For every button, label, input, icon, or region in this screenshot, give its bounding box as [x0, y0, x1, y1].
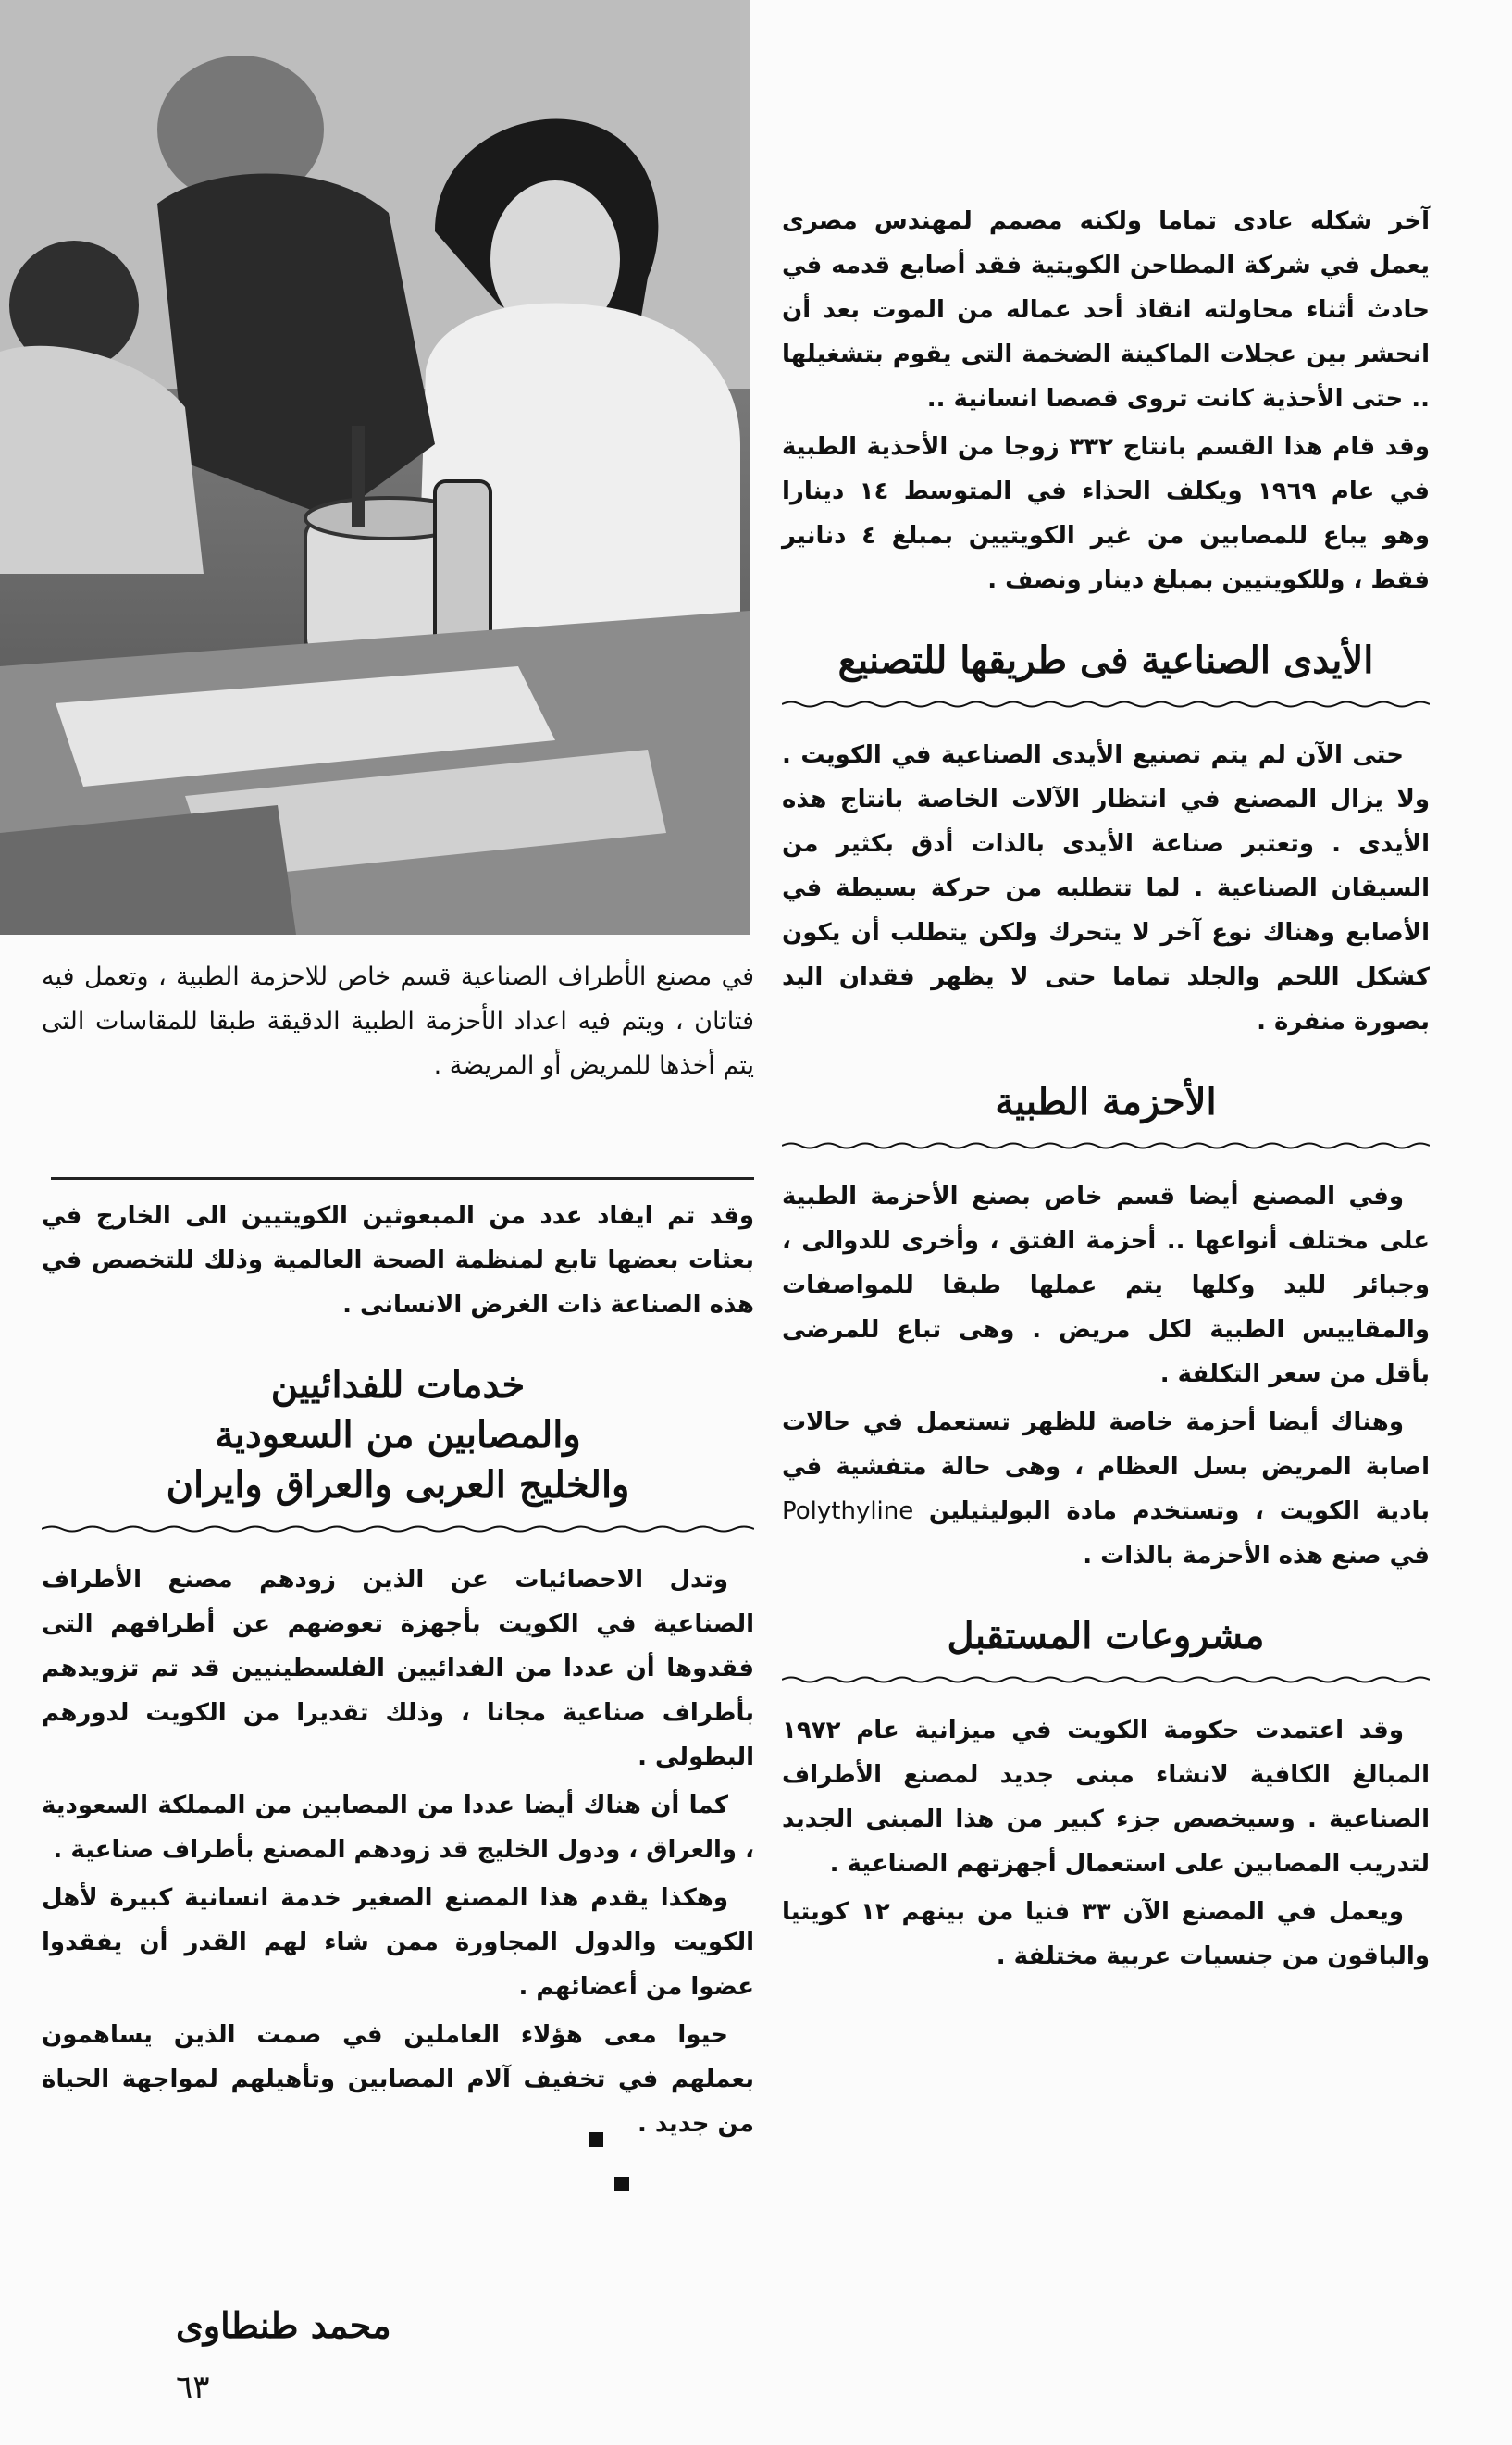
section-medical-belts — [782, 1077, 1430, 1154]
services-paragraph-4-text: حيوا معى هؤلاء العاملين في صمت الذين يساهمون بعملهم في تخفيف آلام المصابين وتأهيلهم لمواجهة الحياة من جديد . — [42, 2021, 754, 2138]
section2-paragraph-2 — [782, 1400, 1430, 1578]
section2-paragraph-1: وفي المصنع أيضا قسم خاص بصنع الأحزمة الطبية على مختلف أنواعها .. أحزمة الفتق ، وأخرى للدوالى ، وجبائر لليد وكلها يتم عملها طبقا للمواصفات والمقاييس الطبية لكل مريض . وهى تباع للمرضى بأقل من سعر التكلفة . — [782, 1183, 1430, 1388]
section-heading-line-1: خدمات للفدائيين — [270, 1363, 526, 1407]
polythyline-term: Polythyline — [782, 1497, 914, 1525]
end-of-article-mark — [596, 2117, 629, 2132]
section-heading-line-2: والمصابين من السعودية — [215, 1413, 581, 1457]
section-services — [42, 1360, 754, 1537]
right-column — [782, 199, 1430, 1982]
section2-text-before: وهناك أيضا أحزمة خاصة للظهر تستعمل في حالات اصابة المريض بسل العظام ، وهى حالة متفشية في بادية الكويت ، وتستخدم مادة البوليثيلين — [782, 1409, 1430, 1525]
wavy-underline — [782, 1675, 1430, 1684]
intro-paragraph-2: وقد قام هذا القسم بانتاج ٣٣٢ زوجا من الأحذية الطبية في عام ١٩٦٩ ويكلف الحذاء في المتوسط ١٤ دينارا وهو يباع للمصابين من غير الكويتيين بمبلغ ٤ دنانير فقط ، وللكويتيين بمبلغ دينار ونصف . — [782, 433, 1430, 594]
section-heading-line-3: والخليج العربى والعراق وايران — [166, 1463, 630, 1507]
section3-paragraph-1: وقد اعتمدت حكومة الكويت في ميزانية عام ١٩٧٢ المبالغ الكافية لانشاء مبنى جديد لمصنع الأطراف الصناعية . وسيخصص جزء كبير من هذا المبنى الجديد لتدريب المصابين على استعمال أجهزتهم الصناعية . — [782, 1717, 1430, 1878]
services-paragraph-4 — [42, 2013, 754, 2146]
workshop-photo-image — [0, 0, 750, 935]
page-number: ٦٣ — [176, 2369, 210, 2406]
caption-divider — [51, 1177, 754, 1180]
services-paragraph-2: كما أن هناك أيضا عددا من المصابين من المملكة السعودية ، والعراق ، ودول الخليج قد زودهم المصنع بأطراف صناعية . — [42, 1792, 754, 1864]
left-column — [42, 1194, 754, 2150]
author-name: محمد طنطاوى — [176, 2304, 391, 2346]
left-intro-paragraph: وقد تم ايفاد عدد من المبعوثين الكويتيين الى الخارج في بعثات بعضها تابع لمنظمة الصحة العالمية وذلك للتخصص في هذه الصناعة ذات الغرض الانسانى . — [42, 1202, 754, 1319]
section3-paragraph-2: ويعمل في المصنع الآن ٣٣ فنيا من بينهم ١٢ كويتيا والباقون من جنسيات عربية مختلفة . — [782, 1898, 1430, 1970]
services-paragraph-3: وهكذا يقدم هذا المصنع الصغير خدمة انسانية كبيرة لأهل الكويت والدول المجاورة ممن شاء لهم القدر أن يفقدوا عضوا من أعضائهم . — [42, 1884, 754, 2001]
section-heading: الأيدى الصناعية فى طريقها للتصنيع — [837, 639, 1374, 682]
wavy-underline — [782, 700, 1430, 709]
workshop-photo — [0, 0, 750, 935]
services-paragraph-1: وتدل الاحصائيات عن الذين زودهم مصنع الأطراف الصناعية في الكويت بأجهزة تعوضهم عن أطرافهم التى فقدوها أن عددا من الفدائيين الفلسطينيين قد تم تزويدهم بأطراف صناعية مجانا ، وذلك تقديرا من الكويت لدورهم البطولى . — [42, 1566, 754, 1771]
section-artificial-hands — [782, 636, 1430, 713]
section1-paragraph: حتى الآن لم يتم تصنيع الأيدى الصناعية في الكويت . ولا يزال المصنع في انتظار الآلات الخاصة بانتاج هذه الأيدى . وتعتبر صناعة الأيدى بالذات أدق بكثير من السيقان الصناعية . لما تتطلبه من حركة بسيطة في الأصابع وهناك نوع آخر لا يتحرك ولكن يتطلب أن يكون كشكل اللحم والجلد تماما حتى لا يظهر فقدان اليد بصورة منفرة . — [782, 741, 1430, 1036]
wavy-underline — [782, 1141, 1430, 1150]
intro-paragraph-1: آخر شكله عادى تماما ولكنه مصمم لمهندس مصرى يعمل في شركة المطاحن الكويتية فقد أصابع قدمه في حادث أثناء محاولته انقاذ أحد عماله من الموت بعد أن انحشر بين عجلات الماكينة الضخمة التى يقوم بتشغيلها .. حتى الأحذية كانت تروى قصصا انسانية .. — [782, 207, 1430, 413]
section-future-projects — [782, 1611, 1430, 1688]
section-heading: مشروعات المستقبل — [947, 1614, 1265, 1657]
photo-caption: في مصنع الأطراف الصناعية قسم خاص للاحزمة الطبية ، وتعمل فيه فتاتان ، ويتم فيه اعداد الأحزمة الطبية الدقيقة طبقا للمقاسات التى يتم أخذها للمريض أو المريضة . — [42, 962, 754, 1080]
section2-text-after: في صنع هذه الأحزمة بالذات . — [1083, 1542, 1430, 1570]
wavy-underline — [42, 1524, 754, 1533]
section-heading: الأحزمة الطبية — [995, 1080, 1217, 1123]
